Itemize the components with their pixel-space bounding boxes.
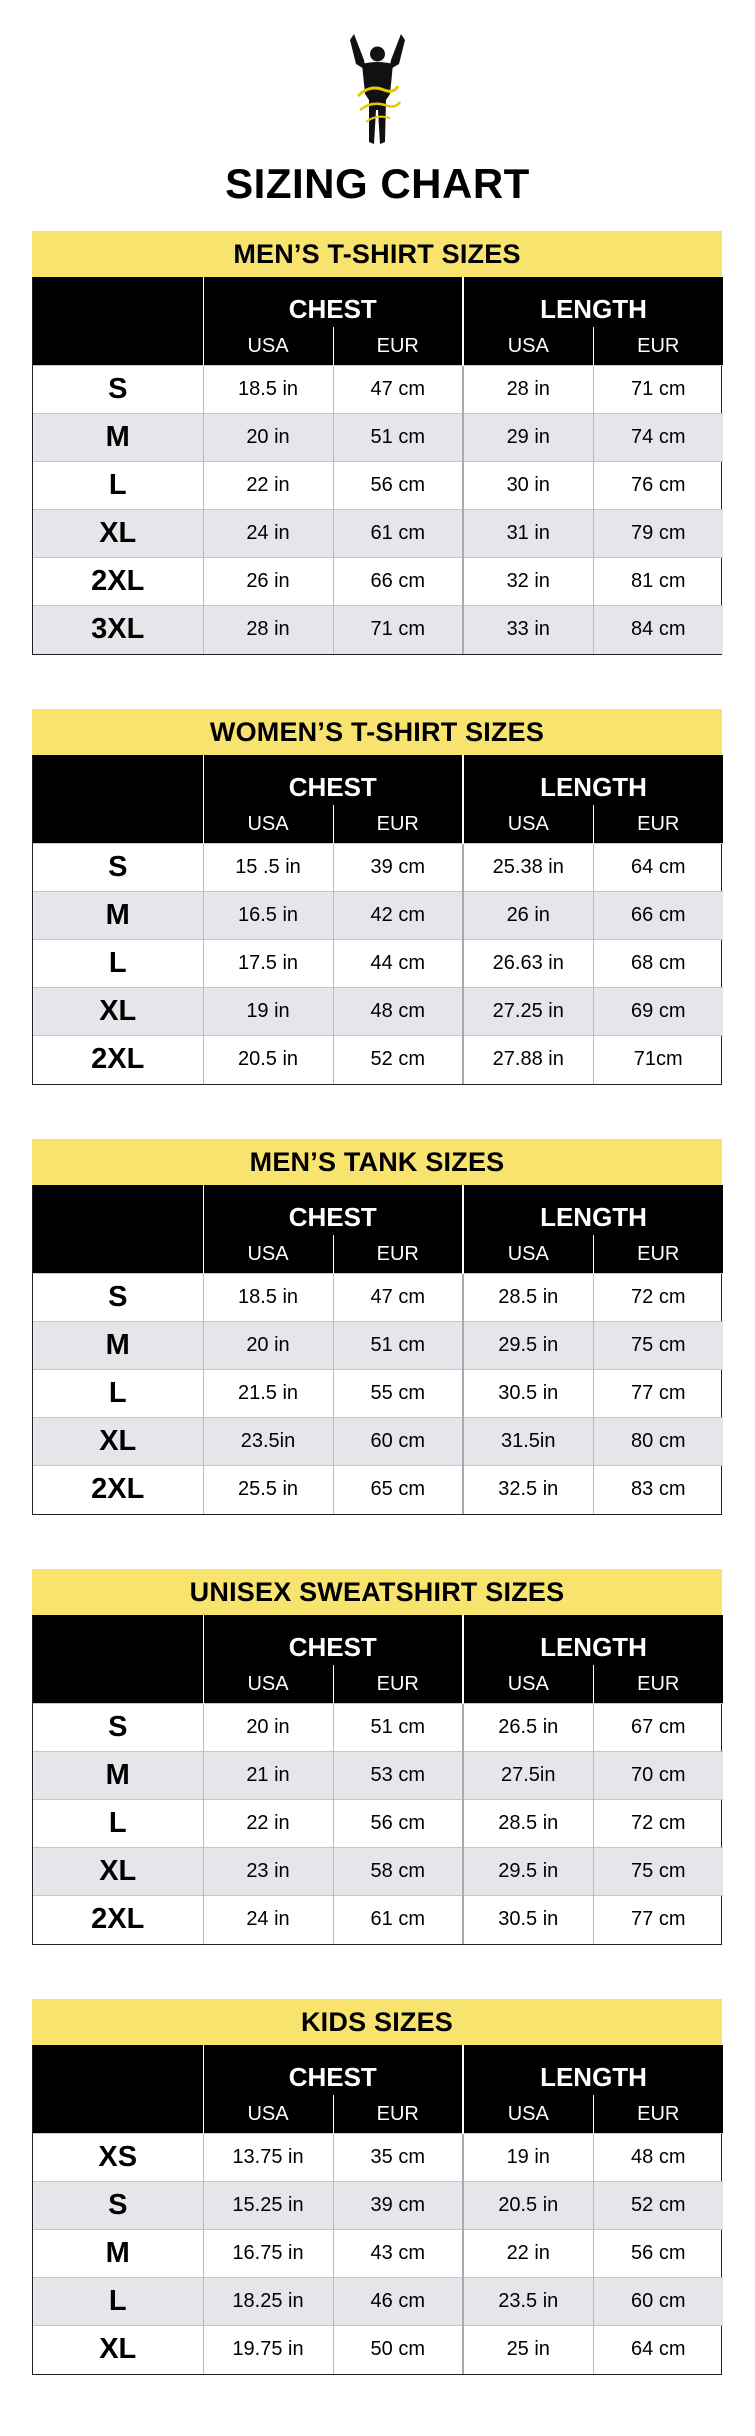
table-row xyxy=(33,988,723,1036)
measurement-cell: 16.5 in xyxy=(203,892,333,940)
measurement-cell: 51 cm xyxy=(333,1704,463,1752)
measurement-cell: 26.63 in xyxy=(463,940,593,988)
section-title: WOMEN’S T-SHIRT SIZES xyxy=(32,709,722,755)
length-header: LENGTH xyxy=(463,1615,723,1665)
unit-header: EUR xyxy=(333,2095,463,2134)
measurement-cell: 23 in xyxy=(203,1848,333,1896)
measurement-cell: 18.25 in xyxy=(203,2278,333,2326)
header-blank xyxy=(33,1235,203,1274)
measurement-cell: 15.25 in xyxy=(203,2182,333,2230)
size-label: XL xyxy=(33,1418,203,1466)
measurement-cell: 25.5 in xyxy=(203,1466,333,1514)
measurement-cell: 23.5 in xyxy=(463,2278,593,2326)
measurement-cell: 51 cm xyxy=(333,414,463,462)
header-blank xyxy=(33,1665,203,1704)
measurement-cell: 48 cm xyxy=(333,988,463,1036)
measurement-cell: 69 cm xyxy=(593,988,723,1036)
measurement-cell: 20 in xyxy=(203,1322,333,1370)
header-blank xyxy=(33,805,203,844)
unit-header: EUR xyxy=(333,1665,463,1704)
measurement-cell: 84 cm xyxy=(593,606,723,654)
measurement-cell: 77 cm xyxy=(593,1370,723,1418)
table-row xyxy=(33,2182,723,2230)
measurement-cell: 22 in xyxy=(203,462,333,510)
measurement-cell: 47 cm xyxy=(333,366,463,414)
measurement-cell: 72 cm xyxy=(593,1800,723,1848)
measurement-cell: 17.5 in xyxy=(203,940,333,988)
measurement-cell: 74 cm xyxy=(593,414,723,462)
measurement-cell: 42 cm xyxy=(333,892,463,940)
header-blank xyxy=(33,1615,203,1665)
measurement-cell: 31.5in xyxy=(463,1418,593,1466)
measurement-cell: 22 in xyxy=(203,1800,333,1848)
size-label: S xyxy=(33,2182,203,2230)
chest-header: CHEST xyxy=(203,1615,463,1665)
measurement-cell: 28 in xyxy=(463,366,593,414)
unit-header: USA xyxy=(203,2095,333,2134)
chest-header: CHEST xyxy=(203,277,463,327)
measurement-cell: 26 in xyxy=(203,558,333,606)
table-row xyxy=(33,1896,723,1944)
length-header: LENGTH xyxy=(463,2045,723,2095)
measurement-cell: 60 cm xyxy=(333,1418,463,1466)
measurement-cell: 61 cm xyxy=(333,1896,463,1944)
size-label: S xyxy=(33,366,203,414)
header-blank xyxy=(33,2095,203,2134)
measurement-cell: 67 cm xyxy=(593,1704,723,1752)
size-label: 2XL xyxy=(33,1036,203,1084)
table-row xyxy=(33,366,723,414)
table-row xyxy=(33,1036,723,1084)
measurement-cell: 83 cm xyxy=(593,1466,723,1514)
size-label: 3XL xyxy=(33,606,203,654)
measurement-cell: 18.5 in xyxy=(203,366,333,414)
unit-header: USA xyxy=(463,327,593,366)
measurement-cell: 29 in xyxy=(463,414,593,462)
unit-header: USA xyxy=(203,805,333,844)
size-section xyxy=(32,1999,722,2375)
measurement-cell: 19.75 in xyxy=(203,2326,333,2374)
measurement-cell: 44 cm xyxy=(333,940,463,988)
measurement-cell: 32.5 in xyxy=(463,1466,593,1514)
measurement-cell: 30 in xyxy=(463,462,593,510)
size-label: XL xyxy=(33,1848,203,1896)
table-row xyxy=(33,2326,723,2374)
measurement-cell: 80 cm xyxy=(593,1418,723,1466)
table-row xyxy=(33,414,723,462)
measurement-cell: 66 cm xyxy=(593,892,723,940)
measurement-cell: 26 in xyxy=(463,892,593,940)
table-row xyxy=(33,2278,723,2326)
measurement-cell: 28 in xyxy=(203,606,333,654)
unit-header: USA xyxy=(463,2095,593,2134)
table-row xyxy=(33,844,723,892)
table-row xyxy=(33,1800,723,1848)
size-label: L xyxy=(33,1800,203,1848)
size-label: M xyxy=(33,892,203,940)
measurement-cell: 25.38 in xyxy=(463,844,593,892)
measurement-cell: 52 cm xyxy=(593,2182,723,2230)
unit-header: EUR xyxy=(593,1235,723,1274)
size-label: L xyxy=(33,462,203,510)
size-label: M xyxy=(33,414,203,462)
header-blank xyxy=(33,327,203,366)
section-title: KIDS SIZES xyxy=(32,1999,722,2045)
unit-header: EUR xyxy=(333,327,463,366)
chest-header: CHEST xyxy=(203,2045,463,2095)
size-label: S xyxy=(33,1704,203,1752)
unit-header: EUR xyxy=(593,327,723,366)
table-row xyxy=(33,2134,723,2182)
measurement-cell: 26.5 in xyxy=(463,1704,593,1752)
table-row xyxy=(33,892,723,940)
table-row xyxy=(33,510,723,558)
measurement-cell: 27.88 in xyxy=(463,1036,593,1084)
size-table-frame xyxy=(32,1185,722,1515)
header-blank xyxy=(33,755,203,805)
measurement-cell: 51 cm xyxy=(333,1322,463,1370)
table-row xyxy=(33,462,723,510)
measurement-cell: 75 cm xyxy=(593,1322,723,1370)
measurement-cell: 65 cm xyxy=(333,1466,463,1514)
size-label: XL xyxy=(33,510,203,558)
table-row xyxy=(33,1274,723,1322)
table-row xyxy=(33,558,723,606)
length-header: LENGTH xyxy=(463,277,723,327)
size-label: L xyxy=(33,2278,203,2326)
measurement-cell: 25 in xyxy=(463,2326,593,2374)
measurement-cell: 30.5 in xyxy=(463,1370,593,1418)
unit-header: EUR xyxy=(593,1665,723,1704)
measurement-cell: 18.5 in xyxy=(203,1274,333,1322)
measurement-cell: 71 cm xyxy=(593,366,723,414)
size-table-frame xyxy=(32,1615,722,1945)
unit-header: EUR xyxy=(593,805,723,844)
measurement-cell: 33 in xyxy=(463,606,593,654)
unit-header: EUR xyxy=(593,2095,723,2134)
measurement-cell: 56 cm xyxy=(593,2230,723,2278)
measurement-cell: 81 cm xyxy=(593,558,723,606)
size-label: 2XL xyxy=(33,558,203,606)
header-blank xyxy=(33,1185,203,1235)
measurement-cell: 16.75 in xyxy=(203,2230,333,2278)
measurement-cell: 70 cm xyxy=(593,1752,723,1800)
measurement-cell: 19 in xyxy=(203,988,333,1036)
measurement-cell: 30.5 in xyxy=(463,1896,593,1944)
measurement-cell: 20 in xyxy=(203,1704,333,1752)
measurement-cell: 24 in xyxy=(203,510,333,558)
table-row xyxy=(33,1704,723,1752)
measurement-cell: 28.5 in xyxy=(463,1800,593,1848)
unit-header: EUR xyxy=(333,805,463,844)
size-label: M xyxy=(33,2230,203,2278)
unit-header: USA xyxy=(203,327,333,366)
measurement-cell: 46 cm xyxy=(333,2278,463,2326)
measurement-cell: 29.5 in xyxy=(463,1848,593,1896)
measurement-cell: 22 in xyxy=(463,2230,593,2278)
size-table-frame xyxy=(32,2045,722,2375)
table-row xyxy=(33,606,723,654)
measurement-cell: 39 cm xyxy=(333,2182,463,2230)
measurement-cell: 64 cm xyxy=(593,844,723,892)
section-title: MEN’S TANK SIZES xyxy=(32,1139,722,1185)
measurement-cell: 24 in xyxy=(203,1896,333,1944)
measurement-cell: 39 cm xyxy=(333,844,463,892)
size-label: XL xyxy=(33,988,203,1036)
measurement-cell: 53 cm xyxy=(333,1752,463,1800)
size-label: S xyxy=(33,1274,203,1322)
measurement-cell: 27.5in xyxy=(463,1752,593,1800)
section-title: MEN’S T-SHIRT SIZES xyxy=(32,231,722,277)
size-table xyxy=(33,1615,723,1944)
unit-header: USA xyxy=(463,805,593,844)
measurement-cell: 68 cm xyxy=(593,940,723,988)
size-table-frame xyxy=(32,755,722,1085)
chest-header: CHEST xyxy=(203,1185,463,1235)
measurement-cell: 71 cm xyxy=(333,606,463,654)
measurement-cell: 35 cm xyxy=(333,2134,463,2182)
size-section xyxy=(32,231,722,655)
measurement-cell: 71cm xyxy=(593,1036,723,1084)
page-title: SIZING CHART xyxy=(225,160,530,207)
champion-figure-icon xyxy=(340,30,415,148)
measurement-cell: 28.5 in xyxy=(463,1274,593,1322)
measurement-cell: 76 cm xyxy=(593,462,723,510)
measurement-cell: 23.5in xyxy=(203,1418,333,1466)
measurement-cell: 47 cm xyxy=(333,1274,463,1322)
measurement-cell: 20.5 in xyxy=(463,2182,593,2230)
size-section xyxy=(32,709,722,1085)
unit-header: USA xyxy=(203,1665,333,1704)
measurement-cell: 15 .5 in xyxy=(203,844,333,892)
measurement-cell: 66 cm xyxy=(333,558,463,606)
size-table-frame xyxy=(32,277,722,655)
size-label: XL xyxy=(33,2326,203,2374)
unit-header: USA xyxy=(463,1665,593,1704)
size-label: L xyxy=(33,1370,203,1418)
measurement-cell: 61 cm xyxy=(333,510,463,558)
measurement-cell: 29.5 in xyxy=(463,1322,593,1370)
measurement-cell: 58 cm xyxy=(333,1848,463,1896)
measurement-cell: 77 cm xyxy=(593,1896,723,1944)
size-label: 2XL xyxy=(33,1466,203,1514)
measurement-cell: 13.75 in xyxy=(203,2134,333,2182)
measurement-cell: 31 in xyxy=(463,510,593,558)
measurement-cell: 79 cm xyxy=(593,510,723,558)
measurement-cell: 55 cm xyxy=(333,1370,463,1418)
size-label: M xyxy=(33,1322,203,1370)
length-header: LENGTH xyxy=(463,755,723,805)
table-row xyxy=(33,1848,723,1896)
table-row xyxy=(33,1466,723,1514)
measurement-cell: 21.5 in xyxy=(203,1370,333,1418)
section-title: UNISEX SWEATSHIRT SIZES xyxy=(32,1569,722,1615)
measurement-cell: 72 cm xyxy=(593,1274,723,1322)
size-label: M xyxy=(33,1752,203,1800)
size-table xyxy=(33,1185,723,1514)
unit-header: USA xyxy=(463,1235,593,1274)
table-row xyxy=(33,940,723,988)
measurement-cell: 19 in xyxy=(463,2134,593,2182)
measurement-cell: 20 in xyxy=(203,414,333,462)
size-table xyxy=(33,755,723,1084)
measurement-cell: 43 cm xyxy=(333,2230,463,2278)
measurement-cell: 20.5 in xyxy=(203,1036,333,1084)
size-section xyxy=(32,1569,722,1945)
header-blank xyxy=(33,2045,203,2095)
table-row xyxy=(33,1322,723,1370)
size-label: XS xyxy=(33,2134,203,2182)
size-section xyxy=(32,1139,722,1515)
length-header: LENGTH xyxy=(463,1185,723,1235)
table-row xyxy=(33,2230,723,2278)
unit-header: USA xyxy=(203,1235,333,1274)
measurement-cell: 27.25 in xyxy=(463,988,593,1036)
measurement-cell: 32 in xyxy=(463,558,593,606)
size-label: L xyxy=(33,940,203,988)
table-row xyxy=(33,1370,723,1418)
measurement-cell: 21 in xyxy=(203,1752,333,1800)
measurement-cell: 56 cm xyxy=(333,462,463,510)
size-table xyxy=(33,2045,723,2374)
measurement-cell: 60 cm xyxy=(593,2278,723,2326)
table-row xyxy=(33,1752,723,1800)
measurement-cell: 48 cm xyxy=(593,2134,723,2182)
size-table xyxy=(33,277,723,654)
measurement-cell: 64 cm xyxy=(593,2326,723,2374)
chest-header: CHEST xyxy=(203,755,463,805)
unit-header: EUR xyxy=(333,1235,463,1274)
table-row xyxy=(33,1418,723,1466)
measurement-cell: 56 cm xyxy=(333,1800,463,1848)
size-label: S xyxy=(33,844,203,892)
header-blank xyxy=(33,277,203,327)
measurement-cell: 75 cm xyxy=(593,1848,723,1896)
measurement-cell: 52 cm xyxy=(333,1036,463,1084)
size-label: 2XL xyxy=(33,1896,203,1944)
measurement-cell: 50 cm xyxy=(333,2326,463,2374)
